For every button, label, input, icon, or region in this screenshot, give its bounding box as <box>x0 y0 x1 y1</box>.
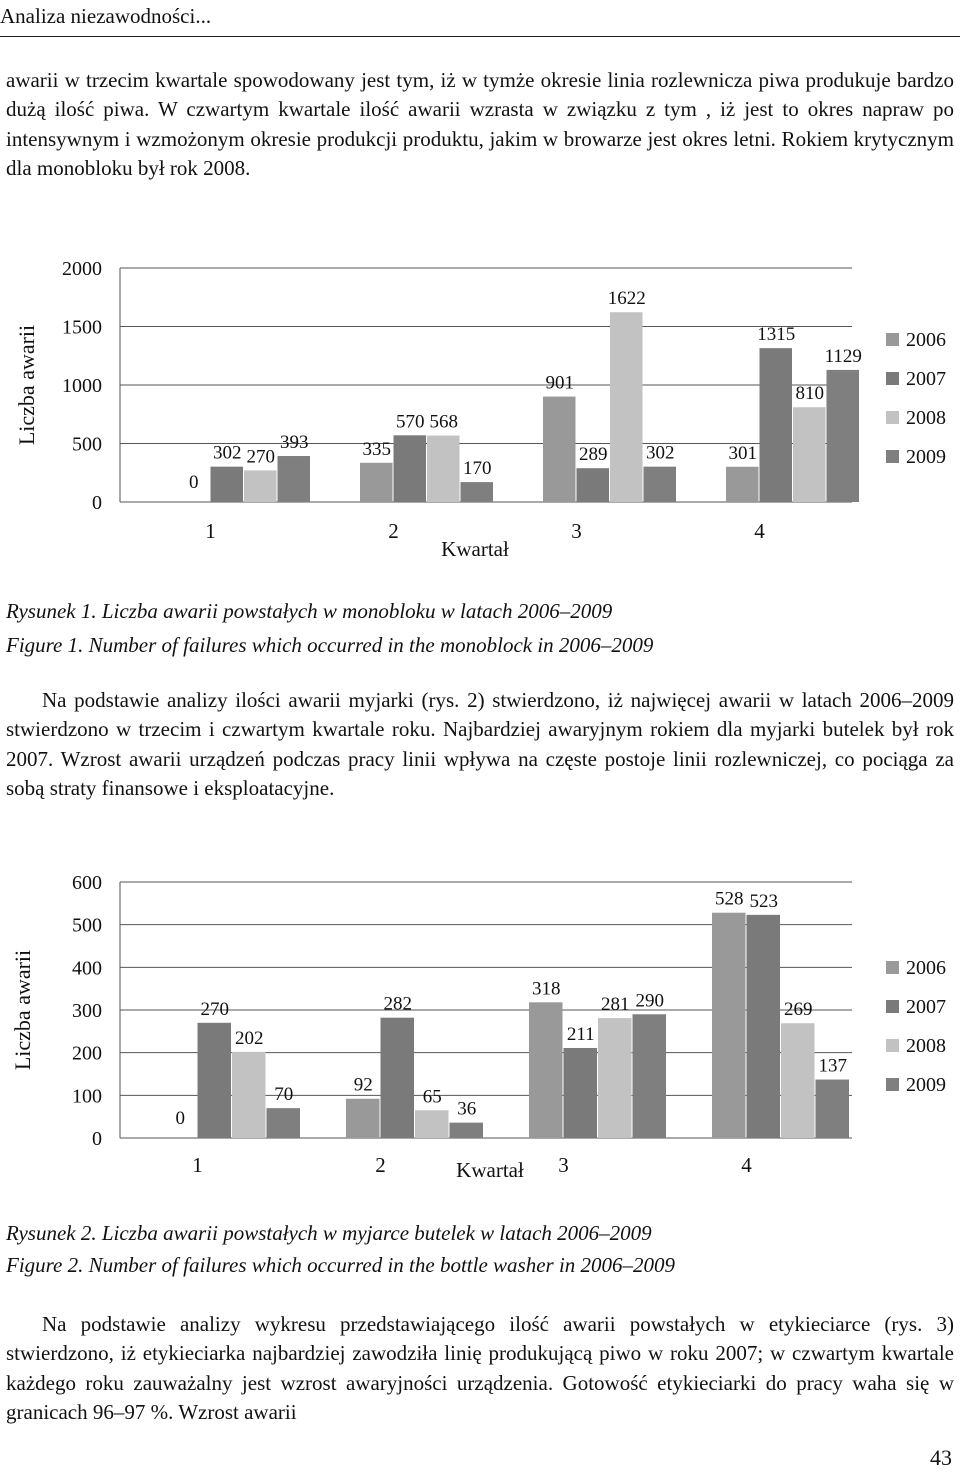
y-tick-label: 300 <box>72 1000 102 1022</box>
x-axis-label: Kwartał <box>441 537 509 561</box>
bar <box>394 435 427 502</box>
x-category-label: 4 <box>754 519 765 543</box>
y-tick-label: 1500 <box>62 316 102 339</box>
legend-swatch <box>886 333 899 346</box>
legend-swatch <box>886 372 899 385</box>
bar <box>529 1002 563 1138</box>
bar <box>827 370 860 502</box>
bar <box>461 482 494 502</box>
bar-value-label: 0 <box>189 472 199 493</box>
bar-value-label: 810 <box>795 383 824 405</box>
x-category-label: 1 <box>205 519 216 543</box>
bar-value-label: 901 <box>545 372 574 394</box>
x-category-label: 1 <box>192 1153 203 1177</box>
bar-value-label: 335 <box>362 438 391 460</box>
bar <box>450 1123 484 1138</box>
bar <box>232 1052 266 1138</box>
legend-swatch <box>886 1000 899 1013</box>
bar-value-label: 302 <box>213 442 242 464</box>
bar-value-label: 137 <box>818 1055 847 1077</box>
y-tick-label: 600 <box>72 872 102 894</box>
x-category-label: 4 <box>741 1153 752 1177</box>
y-tick-label: 500 <box>72 914 102 937</box>
bar <box>598 1018 632 1138</box>
bar-value-label: 92 <box>353 1074 373 1096</box>
legend-swatch <box>886 961 899 974</box>
bar-value-label: 1129 <box>824 345 862 367</box>
x-category-label: 3 <box>571 519 582 543</box>
legend-label: 2009 <box>906 1074 946 1096</box>
bar <box>712 913 746 1138</box>
bar-value-label: 302 <box>646 442 675 464</box>
bar-value-label: 301 <box>728 442 757 464</box>
y-tick-label: 1000 <box>62 375 102 397</box>
legend-swatch <box>886 1039 899 1052</box>
y-axis-label: Liczba awarii <box>14 324 39 446</box>
legend-label: 2008 <box>906 1035 946 1057</box>
chart-bottle-washer-failures <box>0 862 960 1192</box>
bar-value-label: 1622 <box>607 288 646 310</box>
bar <box>427 436 460 502</box>
legend-label: 2006 <box>906 329 946 351</box>
bar-value-label: 0 <box>175 1108 185 1129</box>
bar-value-label: 393 <box>280 432 309 454</box>
y-tick-label: 0 <box>92 492 102 514</box>
y-tick-label: 200 <box>72 1042 102 1065</box>
bar <box>816 1080 850 1138</box>
bar-value-label: 570 <box>396 411 425 433</box>
bar-value-label: 202 <box>235 1027 264 1049</box>
bar-value-label: 70 <box>274 1084 294 1106</box>
bar <box>610 312 643 502</box>
y-tick-label: 400 <box>72 957 102 980</box>
y-axis-label: Liczba awarii <box>10 949 35 1071</box>
bar <box>564 1048 598 1138</box>
bar <box>760 348 793 502</box>
legend-label: 2007 <box>906 368 946 390</box>
bar-value-label: 282 <box>383 993 412 1015</box>
x-axis-label: Kwartał <box>456 1158 524 1182</box>
bar-value-label: 289 <box>579 444 608 466</box>
bar <box>346 1099 380 1138</box>
bar <box>360 463 393 502</box>
bar <box>644 467 677 502</box>
bar <box>577 468 610 502</box>
bar <box>244 470 277 502</box>
bar <box>278 456 311 502</box>
figure-1-caption-pl: Rysunek 1. Liczba awarii powstałych w monobloku w latach 2006–2009 <box>6 599 613 623</box>
legend-label: 2006 <box>906 957 946 979</box>
figure-2-caption-en: Figure 2. Number of failures which occurred in the bottle washer in 2006–2009 <box>6 1253 676 1277</box>
legend-swatch <box>886 1078 899 1091</box>
legend-label: 2009 <box>906 446 946 468</box>
x-category-label: 3 <box>558 1153 569 1177</box>
legend-label: 2007 <box>906 996 946 1018</box>
bar <box>633 1014 667 1138</box>
bar-value-label: 1315 <box>757 324 796 346</box>
bar-value-label: 36 <box>457 1098 477 1120</box>
legend-swatch <box>886 411 899 424</box>
bar <box>415 1110 449 1138</box>
y-tick-label: 2000 <box>62 258 102 280</box>
bar-value-label: 281 <box>601 994 630 1016</box>
bar <box>543 397 576 502</box>
bar <box>726 467 759 502</box>
y-tick-label: 500 <box>72 433 102 456</box>
x-category-label: 2 <box>375 1153 386 1177</box>
chart-monoblock-failures <box>0 250 960 590</box>
bar-value-label: 270 <box>246 446 275 468</box>
bar-value-label: 270 <box>200 998 229 1020</box>
bar-value-label: 170 <box>463 458 492 480</box>
figure-1-caption-en: Figure 1. Number of failures which occurred in the monoblock in 2006–2009 <box>6 633 654 657</box>
y-tick-label: 100 <box>72 1085 102 1108</box>
bar-value-label: 290 <box>635 990 664 1012</box>
page-number: 43 <box>930 1445 952 1470</box>
bar-value-label: 269 <box>784 999 813 1021</box>
bar <box>381 1018 415 1138</box>
bar <box>747 915 781 1138</box>
paragraph-2: Na podstawie analizy ilości awarii myjarki (rys. 2) stwierdzono, iż najwięcej awarii w latach 2006–2009 stwierdzono w trzecim i czwartym kwartale roku. Najbardziej awaryjnym rokiem dla myjarki butelek był rok 2007. Wzrost awarii urządzeń podczas pracy linii wpływa na częste postoje linii rozlewniczej, co pociąga za sobą straty finansowe i eksploatacyjne. <box>6 688 954 800</box>
figure-2-caption-pl: Rysunek 2. Liczba awarii powstałych w myjarce butelek w latach 2006–2009 <box>6 1221 652 1245</box>
header-divider <box>0 36 960 37</box>
bar-value-label: 523 <box>749 890 778 912</box>
paragraph-1: awarii w trzecim kwartale spowodowany jest tym, iż w tymże okresie linia rozlewnicza piwa produkuje bardzo dużą ilość piwa. W czwartym kwartale ilość awarii wzrasta w związku z tym , iż jest to okres napraw po intensywnym i wzmożonym okresie produkcji produktu, jakim w browarze jest okres letni. Rokiem krytycznym dla monobloku był rok 2008. <box>6 68 954 180</box>
bar <box>211 467 244 502</box>
x-category-label: 2 <box>388 519 399 543</box>
bar-value-label: 528 <box>715 888 744 910</box>
running-header: Analiza niezawodności... <box>0 4 212 28</box>
bar-value-label: 318 <box>532 978 561 1000</box>
legend-swatch <box>886 450 899 463</box>
legend-label: 2008 <box>906 407 946 429</box>
bar <box>781 1023 815 1138</box>
bar-value-label: 568 <box>429 411 458 433</box>
bar-value-label: 65 <box>422 1086 442 1108</box>
bar <box>198 1023 232 1138</box>
bar <box>267 1108 301 1138</box>
y-tick-label: 0 <box>92 1128 102 1150</box>
bar-value-label: 211 <box>566 1023 595 1045</box>
bar <box>793 407 826 502</box>
paragraph-3: Na podstawie analizy wykresu przedstawiającego ilość awarii powstałych w etykieciarce (rys. 3) stwierdzono, iż etykieciarka najbardziej zawodziła linię produkującą piwo w roku 2007; w czwartym kwartale każdego roku zauważalny jest wzrost awaryjności urządzenia. Gotowość etykieciarki do pracy waha się w granicach 96–97 %. Wzrost awarii <box>6 1312 954 1424</box>
